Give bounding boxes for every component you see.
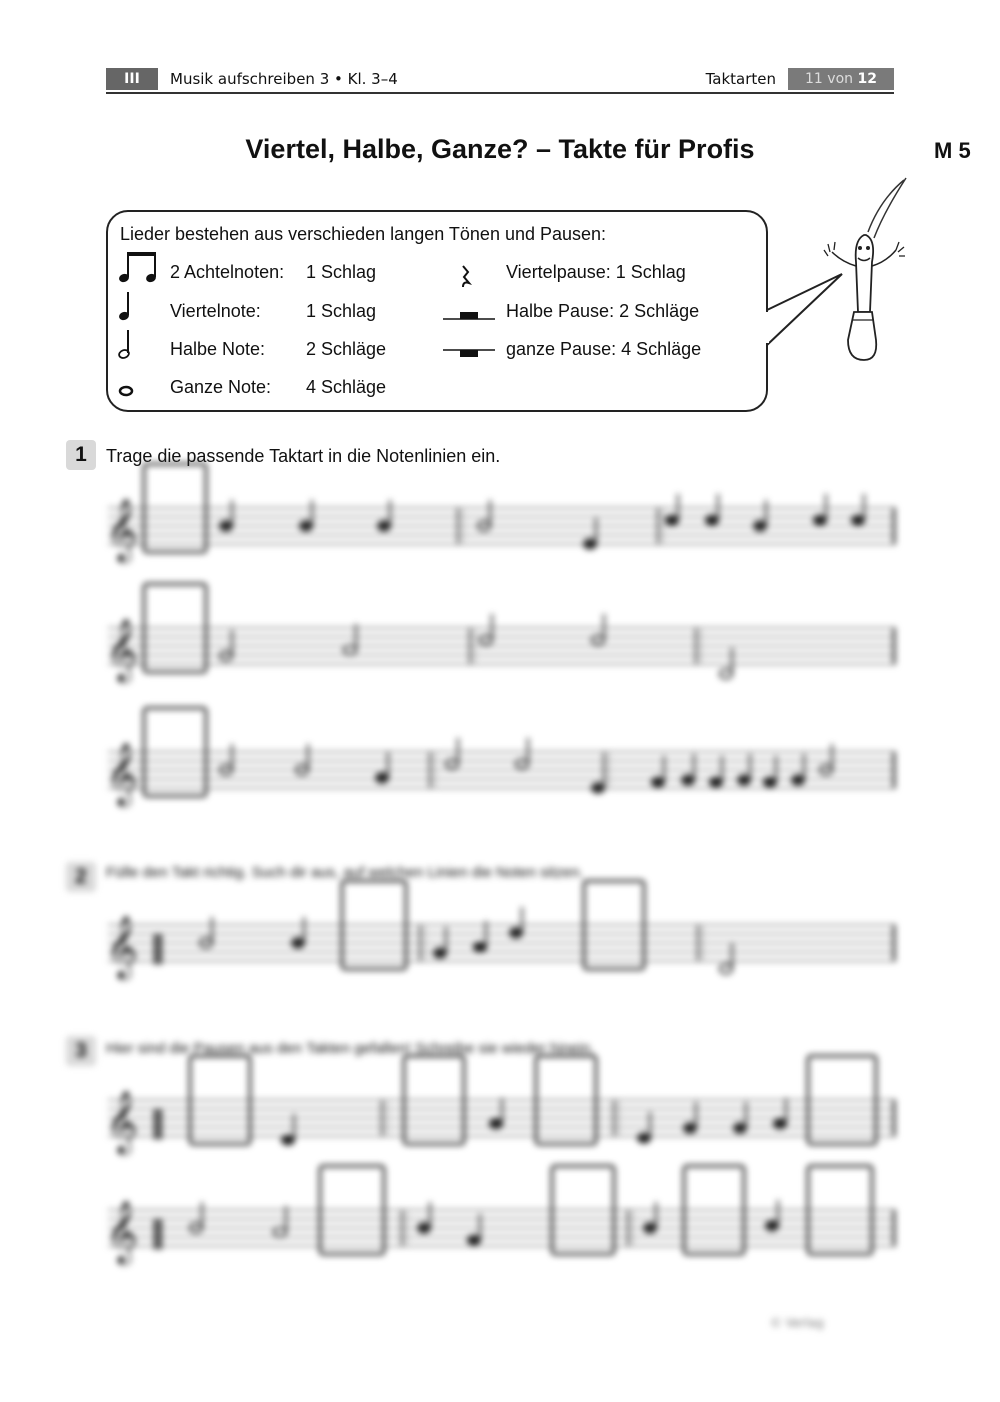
material-code: M 5: [934, 138, 971, 163]
page-title: Viertel, Halbe, Ganze? – Takte für Profis: [245, 134, 755, 164]
treble-clef-icon: 𝄞: [106, 915, 138, 978]
treble-clef-icon: 𝄞: [106, 742, 138, 805]
svg-text:‖: ‖: [150, 1215, 165, 1250]
header-badge: III: [106, 68, 158, 90]
task-number-1: 1: [66, 440, 96, 470]
info-intro: Lieder bestehen aus verschieden langen Tönen und Pausen:: [120, 224, 607, 244]
note-name-whole: Ganze Note:: [170, 377, 272, 397]
treble-clef-icon: 𝄞: [106, 1090, 138, 1153]
note-value-quarter: 1 Schlag: [306, 301, 377, 321]
page-current: 11: [805, 71, 823, 87]
note-value-eighths: 1 Schlag: [306, 262, 377, 282]
task-number-2: 2: [66, 862, 96, 892]
task-number-3: 3: [66, 1036, 96, 1066]
svg-text:‖: ‖: [150, 930, 165, 965]
task-text-2: Fülle den Takt richtig. Such dir aus, auf welchen Linien die Noten sitzen.: [106, 864, 584, 881]
rest-half-label: Halbe Pause: 2 Schläge: [506, 301, 700, 321]
rest-whole-label: ganze Pause: 4 Schläge: [506, 339, 702, 359]
note-name-eighths: 2 Achtelnoten:: [170, 262, 285, 282]
note-value-whole: 4 Schläge: [306, 377, 387, 397]
treble-clef-icon: 𝄞: [106, 498, 138, 561]
svg-text:‖: ‖: [150, 1105, 165, 1140]
footer-credit: © Verlag: [770, 1316, 824, 1330]
page-total: 12: [857, 71, 877, 87]
task-text-1: Trage die passende Taktart in die Notenlinien ein.: [106, 446, 501, 466]
page-word: von: [827, 71, 854, 87]
note-name-half: Halbe Note:: [170, 339, 266, 359]
treble-clef-icon: 𝄞: [106, 618, 138, 681]
task-text-3: Hier sind die Pausen aus den Takten gefallen! Schreibe sie wieder hinein.: [106, 1040, 595, 1057]
treble-clef-icon: 𝄞: [106, 1200, 138, 1263]
rest-quarter-label: Viertelpause: 1 Schlag: [506, 262, 686, 282]
note-value-half: 2 Schläge: [306, 339, 387, 359]
header-topic: Taktarten: [705, 70, 776, 88]
header-title: Musik aufschreiben 3 • Kl. 3–4: [170, 70, 398, 88]
note-name-quarter: Viertelnote:: [170, 301, 261, 321]
